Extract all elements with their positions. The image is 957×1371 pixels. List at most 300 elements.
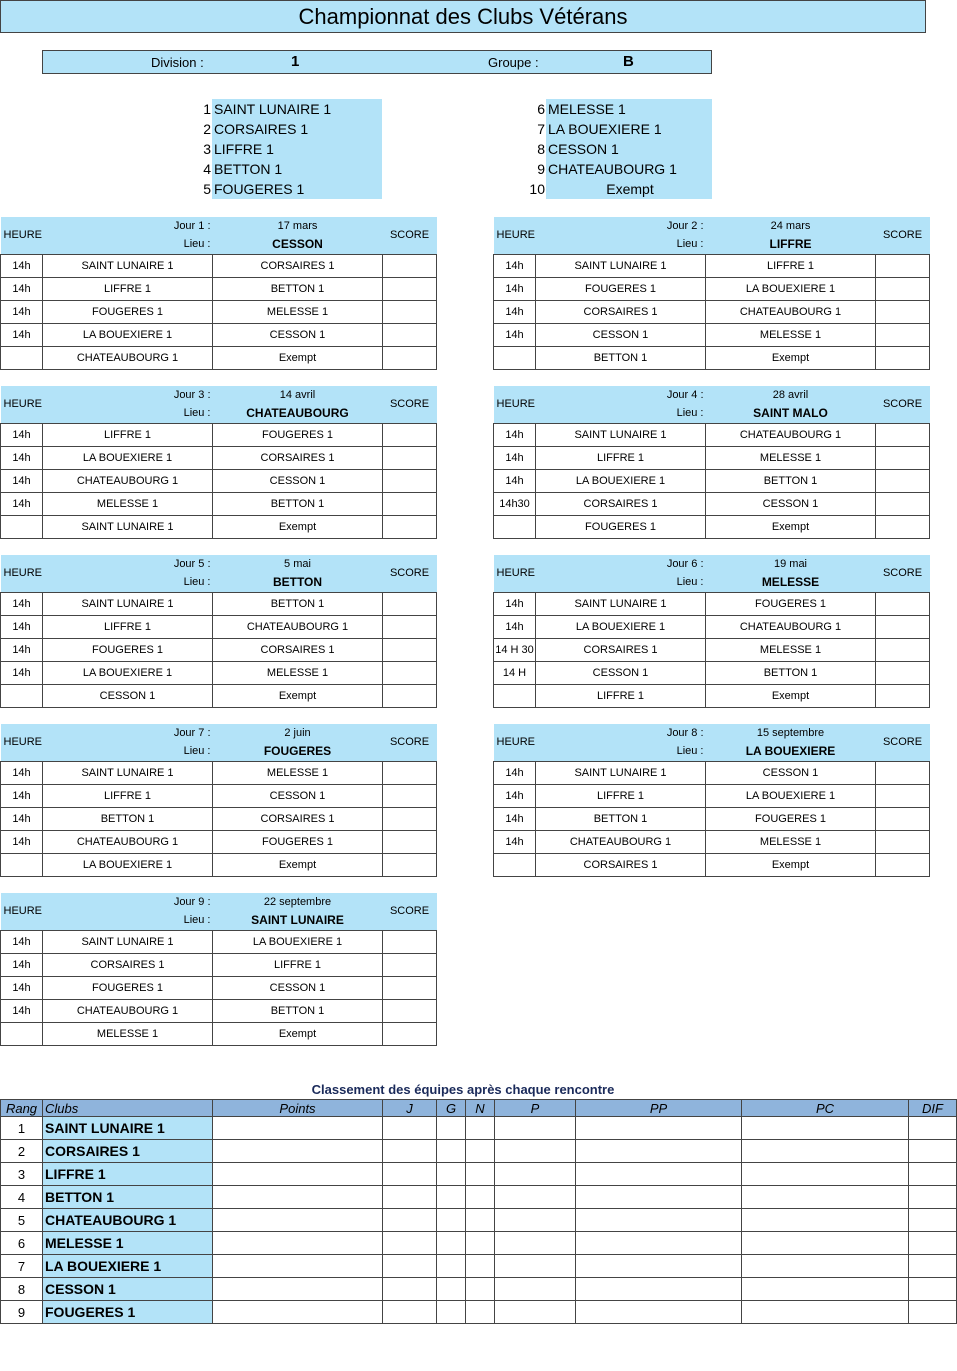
match-home: SAINT LUNAIRE 1 <box>43 592 213 615</box>
match-score[interactable] <box>383 277 437 300</box>
heure-header: HEURE <box>1 893 43 930</box>
match-away: Exempt <box>213 346 383 369</box>
rank-pp-cell[interactable] <box>576 1209 742 1232</box>
day-label: Jour 7 : <box>173 727 211 739</box>
match-home: CHATEAUBOURG 1 <box>43 830 213 853</box>
day-label-cell <box>43 217 213 254</box>
match-score[interactable] <box>383 515 437 538</box>
rank-g-cell[interactable] <box>437 1140 466 1163</box>
match-time: 14h <box>1 254 43 277</box>
match-score[interactable] <box>876 638 930 661</box>
match-time: 14h <box>494 592 536 615</box>
match-away: MELESSE 1 <box>706 638 876 661</box>
rank-g-cell[interactable] <box>437 1209 466 1232</box>
rank-club: CHATEAUBOURG 1 <box>43 1209 213 1232</box>
match-home: CESSON 1 <box>536 323 706 346</box>
day-venue: SAINT LUNAIRE <box>251 913 344 927</box>
match-home: CORSAIRES 1 <box>536 853 706 876</box>
rank-pp-cell[interactable] <box>576 1163 742 1186</box>
team-list-left <box>203 99 382 199</box>
match-row <box>1 807 437 830</box>
lieu-label: Lieu : <box>183 407 211 419</box>
day-date: 17 mars <box>277 220 318 232</box>
rank-pp-cell[interactable] <box>576 1232 742 1255</box>
day-date-cell <box>213 724 383 761</box>
match-home: LA BOUEXIERE 1 <box>536 615 706 638</box>
rank-p-cell[interactable] <box>495 1186 576 1209</box>
match-score[interactable] <box>876 254 930 277</box>
rank-n-cell[interactable] <box>466 1186 495 1209</box>
rank-p-cell[interactable] <box>495 1255 576 1278</box>
rank-pc-cell[interactable] <box>742 1186 909 1209</box>
rank-pc-cell[interactable] <box>742 1140 909 1163</box>
score-header: SCORE <box>876 724 930 761</box>
division-value: 1 <box>291 53 300 70</box>
ranking-row <box>1 1301 957 1324</box>
match-row <box>494 277 930 300</box>
rank-pc-cell[interactable] <box>742 1232 909 1255</box>
rank-j-cell[interactable] <box>383 1255 437 1278</box>
match-row <box>1 761 437 784</box>
match-score[interactable] <box>876 807 930 830</box>
day-date: 15 septembre <box>756 727 825 739</box>
rank-points-cell[interactable] <box>213 1232 383 1255</box>
rank-number: 8 <box>1 1278 43 1301</box>
match-home: CHATEAUBOURG 1 <box>43 469 213 492</box>
match-time: 14h30 <box>494 492 536 515</box>
match-score[interactable] <box>383 346 437 369</box>
day-header <box>494 724 930 761</box>
match-score[interactable] <box>383 300 437 323</box>
match-row <box>1 853 437 876</box>
rank-pc-cell[interactable] <box>742 1278 909 1301</box>
match-score[interactable] <box>383 469 437 492</box>
match-row <box>1 976 437 999</box>
match-time: 14h <box>1 469 43 492</box>
day-date-cell <box>213 555 383 592</box>
match-time <box>1 1022 43 1045</box>
day-date: 2 juin <box>284 727 311 739</box>
lieu-label: Lieu : <box>183 745 211 757</box>
match-row <box>494 807 930 830</box>
header-n: N <box>466 1100 495 1117</box>
day-date-cell <box>706 555 876 592</box>
match-away: MELESSE 1 <box>213 661 383 684</box>
day-venue: LIFFRE <box>769 237 812 251</box>
day-label: Jour 2 : <box>666 220 704 232</box>
rank-pp-cell[interactable] <box>576 1301 742 1324</box>
score-header: SCORE <box>383 555 437 592</box>
match-score[interactable] <box>383 784 437 807</box>
match-home: LIFFRE 1 <box>536 684 706 707</box>
rank-club: CORSAIRES 1 <box>43 1140 213 1163</box>
rank-number: 4 <box>1 1186 43 1209</box>
match-score[interactable] <box>383 446 437 469</box>
rank-dif-cell[interactable] <box>909 1163 957 1186</box>
match-away: LIFFRE 1 <box>706 254 876 277</box>
match-away: CESSON 1 <box>213 784 383 807</box>
match-time: 14 H <box>494 661 536 684</box>
day-label-cell <box>536 386 706 423</box>
score-header: SCORE <box>383 893 437 930</box>
match-away: Exempt <box>213 684 383 707</box>
match-score[interactable] <box>383 830 437 853</box>
day-date: 19 mai <box>773 558 808 570</box>
ranking-table <box>0 1099 957 1324</box>
match-time: 14h <box>494 469 536 492</box>
match-home: FOUGERES 1 <box>536 515 706 538</box>
rank-club: SAINT LUNAIRE 1 <box>43 1117 213 1140</box>
day-header <box>1 555 437 592</box>
match-home: CHATEAUBOURG 1 <box>43 346 213 369</box>
day-schedule-table <box>0 217 436 370</box>
day-date-cell <box>706 386 876 423</box>
match-home: FOUGERES 1 <box>536 277 706 300</box>
rank-dif-cell[interactable] <box>909 1186 957 1209</box>
match-score[interactable] <box>383 615 437 638</box>
rank-n-cell[interactable] <box>466 1301 495 1324</box>
match-score[interactable] <box>383 953 437 976</box>
match-home: CHATEAUBOURG 1 <box>43 999 213 1022</box>
rank-j-cell[interactable] <box>383 1232 437 1255</box>
match-score[interactable] <box>383 761 437 784</box>
match-score[interactable] <box>876 661 930 684</box>
group-label: Groupe : <box>488 55 539 70</box>
match-score[interactable] <box>876 853 930 876</box>
match-score[interactable] <box>876 761 930 784</box>
match-score[interactable] <box>383 976 437 999</box>
match-away: CESSON 1 <box>706 761 876 784</box>
match-away: FOUGERES 1 <box>213 830 383 853</box>
rank-g-cell[interactable] <box>437 1278 466 1301</box>
rank-dif-cell[interactable] <box>909 1278 957 1301</box>
match-row <box>494 300 930 323</box>
match-away: CHATEAUBOURG 1 <box>213 615 383 638</box>
rank-n-cell[interactable] <box>466 1117 495 1140</box>
match-score[interactable] <box>876 515 930 538</box>
match-row <box>1 469 437 492</box>
day-schedule-table <box>493 386 929 539</box>
rank-g-cell[interactable] <box>437 1232 466 1255</box>
day-label: Jour 4 : <box>666 389 704 401</box>
match-score[interactable] <box>876 830 930 853</box>
match-home: SAINT LUNAIRE 1 <box>536 254 706 277</box>
match-score[interactable] <box>383 999 437 1022</box>
match-row <box>494 323 930 346</box>
score-header: SCORE <box>876 386 930 423</box>
match-away: CORSAIRES 1 <box>213 807 383 830</box>
day-label: Jour 3 : <box>173 389 211 401</box>
match-away: LIFFRE 1 <box>213 953 383 976</box>
rank-p-cell[interactable] <box>495 1209 576 1232</box>
rank-dif-cell[interactable] <box>909 1209 957 1232</box>
match-home: CHATEAUBOURG 1 <box>536 830 706 853</box>
rank-j-cell[interactable] <box>383 1163 437 1186</box>
rank-p-cell[interactable] <box>495 1117 576 1140</box>
match-score[interactable] <box>876 346 930 369</box>
rank-g-cell[interactable] <box>437 1301 466 1324</box>
match-away: CESSON 1 <box>213 469 383 492</box>
match-score[interactable] <box>383 807 437 830</box>
match-time <box>494 515 536 538</box>
match-row <box>1 515 437 538</box>
match-score[interactable] <box>383 323 437 346</box>
day-header <box>1 893 437 930</box>
match-score[interactable] <box>383 638 437 661</box>
match-away: MELESSE 1 <box>213 761 383 784</box>
match-away: LA BOUEXIERE 1 <box>706 277 876 300</box>
rank-pc-cell[interactable] <box>742 1255 909 1278</box>
match-home: MELESSE 1 <box>43 1022 213 1045</box>
match-home: SAINT LUNAIRE 1 <box>43 515 213 538</box>
match-time: 14h <box>1 953 43 976</box>
match-home: CORSAIRES 1 <box>536 638 706 661</box>
rank-g-cell[interactable] <box>437 1163 466 1186</box>
match-row <box>1 661 437 684</box>
match-time: 14h <box>494 761 536 784</box>
rank-n-cell[interactable] <box>466 1140 495 1163</box>
day-header <box>1 386 437 423</box>
match-time: 14h <box>1 423 43 446</box>
page-title: Championnat des Clubs Vétérans <box>0 0 926 33</box>
match-time: 14h <box>1 661 43 684</box>
match-row <box>1 615 437 638</box>
day-header <box>494 217 930 254</box>
match-home: LIFFRE 1 <box>536 446 706 469</box>
match-home: BETTON 1 <box>536 807 706 830</box>
day-date-cell <box>213 217 383 254</box>
day-label: Jour 8 : <box>666 727 704 739</box>
rank-pc-cell[interactable] <box>742 1209 909 1232</box>
match-score[interactable] <box>876 684 930 707</box>
rank-pc-cell[interactable] <box>742 1117 909 1140</box>
rank-j-cell[interactable] <box>383 1140 437 1163</box>
rank-dif-cell[interactable] <box>909 1140 957 1163</box>
match-away: FOUGERES 1 <box>213 423 383 446</box>
match-home: SAINT LUNAIRE 1 <box>43 254 213 277</box>
rank-pp-cell[interactable] <box>576 1278 742 1301</box>
match-score[interactable] <box>876 423 930 446</box>
rank-pp-cell[interactable] <box>576 1140 742 1163</box>
match-home: BETTON 1 <box>43 807 213 830</box>
match-row <box>494 638 930 661</box>
match-score[interactable] <box>383 423 437 446</box>
match-home: CESSON 1 <box>43 684 213 707</box>
day-date: 28 avril <box>772 389 809 401</box>
match-score[interactable] <box>876 323 930 346</box>
match-row <box>494 423 930 446</box>
team-list-item: 7 LA BOUEXIERE 1 <box>546 119 712 139</box>
rank-dif-cell[interactable] <box>909 1232 957 1255</box>
rank-number: 2 <box>1 1140 43 1163</box>
rank-pp-cell[interactable] <box>576 1186 742 1209</box>
match-score[interactable] <box>383 1022 437 1045</box>
match-away: CORSAIRES 1 <box>213 638 383 661</box>
day-venue: LA BOUEXIERE <box>745 744 836 758</box>
rank-p-cell[interactable] <box>495 1232 576 1255</box>
rank-j-cell[interactable] <box>383 1117 437 1140</box>
day-date: 24 mars <box>770 220 811 232</box>
match-time: 14h <box>494 423 536 446</box>
rank-n-cell[interactable] <box>466 1163 495 1186</box>
match-row <box>494 446 930 469</box>
heure-header: HEURE <box>494 555 536 592</box>
rank-number: 6 <box>1 1232 43 1255</box>
heure-header: HEURE <box>1 724 43 761</box>
group-value: B <box>623 53 634 70</box>
match-time <box>1 853 43 876</box>
score-header: SCORE <box>383 386 437 423</box>
match-away: BETTON 1 <box>213 492 383 515</box>
match-time: 14h <box>1 807 43 830</box>
day-date-cell <box>213 386 383 423</box>
rank-points-cell[interactable] <box>213 1163 383 1186</box>
match-row <box>1 300 437 323</box>
day-label-cell <box>43 555 213 592</box>
match-row <box>1 784 437 807</box>
match-row <box>494 469 930 492</box>
match-away: Exempt <box>706 684 876 707</box>
rank-points-cell[interactable] <box>213 1140 383 1163</box>
rank-club: LA BOUEXIERE 1 <box>43 1255 213 1278</box>
day-venue: FOUGERES <box>263 744 332 758</box>
rank-points-cell[interactable] <box>213 1117 383 1140</box>
rank-p-cell[interactable] <box>495 1140 576 1163</box>
day-date: 14 avril <box>279 389 316 401</box>
day-schedule-table <box>0 724 436 877</box>
rank-points-cell[interactable] <box>213 1255 383 1278</box>
day-label-cell <box>536 555 706 592</box>
match-away: CHATEAUBOURG 1 <box>706 300 876 323</box>
ranking-row <box>1 1255 957 1278</box>
rank-g-cell[interactable] <box>437 1255 466 1278</box>
match-time: 14h <box>494 807 536 830</box>
match-away: CHATEAUBOURG 1 <box>706 615 876 638</box>
match-score[interactable] <box>383 492 437 515</box>
match-row <box>494 684 930 707</box>
rank-p-cell[interactable] <box>495 1278 576 1301</box>
match-row <box>1 446 437 469</box>
day-header <box>494 555 930 592</box>
match-home: MELESSE 1 <box>43 492 213 515</box>
rank-dif-cell[interactable] <box>909 1255 957 1278</box>
rank-points-cell[interactable] <box>213 1209 383 1232</box>
match-score[interactable] <box>876 277 930 300</box>
rank-n-cell[interactable] <box>466 1232 495 1255</box>
match-time: 14h <box>1 930 43 953</box>
match-time: 14h <box>494 300 536 323</box>
rank-pp-cell[interactable] <box>576 1117 742 1140</box>
rank-number: 7 <box>1 1255 43 1278</box>
rank-dif-cell[interactable] <box>909 1117 957 1140</box>
heure-header: HEURE <box>1 217 43 254</box>
team-list-item: 5 FOUGERES 1 <box>212 179 382 199</box>
match-score[interactable] <box>383 853 437 876</box>
ranking-row <box>1 1186 957 1209</box>
match-score[interactable] <box>876 492 930 515</box>
rank-p-cell[interactable] <box>495 1301 576 1324</box>
match-row <box>494 515 930 538</box>
lieu-label: Lieu : <box>183 914 211 926</box>
rank-j-cell[interactable] <box>383 1209 437 1232</box>
match-home: BETTON 1 <box>536 346 706 369</box>
header-points: Points <box>213 1100 383 1117</box>
score-header: SCORE <box>876 217 930 254</box>
rank-n-cell[interactable] <box>466 1255 495 1278</box>
match-score[interactable] <box>876 300 930 323</box>
match-score[interactable] <box>876 469 930 492</box>
match-away: FOUGERES 1 <box>706 807 876 830</box>
match-time: 14h <box>1 761 43 784</box>
score-header: SCORE <box>383 217 437 254</box>
match-score[interactable] <box>383 592 437 615</box>
match-time: 14h <box>494 784 536 807</box>
match-time: 14h <box>1 300 43 323</box>
match-row <box>1 254 437 277</box>
rank-points-cell[interactable] <box>213 1301 383 1324</box>
day-venue: MELESSE <box>761 575 820 589</box>
rank-pc-cell[interactable] <box>742 1301 909 1324</box>
match-away: BETTON 1 <box>706 469 876 492</box>
day-label-cell <box>536 724 706 761</box>
match-score[interactable] <box>876 615 930 638</box>
day-venue: CESSON <box>272 237 323 251</box>
rank-n-cell[interactable] <box>466 1209 495 1232</box>
rank-pc-cell[interactable] <box>742 1163 909 1186</box>
rank-p-cell[interactable] <box>495 1163 576 1186</box>
rank-points-cell[interactable] <box>213 1186 383 1209</box>
match-away: LA BOUEXIERE 1 <box>706 784 876 807</box>
ranking-row <box>1 1209 957 1232</box>
day-label-cell <box>43 386 213 423</box>
match-score[interactable] <box>876 446 930 469</box>
day-schedule-table <box>0 893 436 1046</box>
rank-pp-cell[interactable] <box>576 1255 742 1278</box>
match-row <box>1 999 437 1022</box>
rank-j-cell[interactable] <box>383 1301 437 1324</box>
rank-dif-cell[interactable] <box>909 1301 957 1324</box>
match-time: 14h <box>1 638 43 661</box>
match-score[interactable] <box>383 661 437 684</box>
match-home: LA BOUEXIERE 1 <box>43 661 213 684</box>
match-score[interactable] <box>383 930 437 953</box>
heure-header: HEURE <box>1 555 43 592</box>
match-row <box>1 684 437 707</box>
match-score[interactable] <box>876 784 930 807</box>
team-list-item: 2 CORSAIRES 1 <box>212 119 382 139</box>
match-score[interactable] <box>876 592 930 615</box>
header-clubs: Clubs <box>43 1100 213 1117</box>
header-pp: PP <box>576 1100 742 1117</box>
rank-j-cell[interactable] <box>383 1186 437 1209</box>
rank-g-cell[interactable] <box>437 1186 466 1209</box>
match-home: SAINT LUNAIRE 1 <box>43 930 213 953</box>
match-home: LA BOUEXIERE 1 <box>43 853 213 876</box>
match-row <box>1 930 437 953</box>
match-score[interactable] <box>383 254 437 277</box>
rank-g-cell[interactable] <box>437 1117 466 1140</box>
match-home: FOUGERES 1 <box>43 976 213 999</box>
match-row <box>494 346 930 369</box>
rank-j-cell[interactable] <box>383 1278 437 1301</box>
match-home: LIFFRE 1 <box>43 277 213 300</box>
rank-n-cell[interactable] <box>466 1278 495 1301</box>
match-score[interactable] <box>383 684 437 707</box>
match-home: LIFFRE 1 <box>43 615 213 638</box>
match-time <box>494 346 536 369</box>
rank-points-cell[interactable] <box>213 1278 383 1301</box>
match-away: MELESSE 1 <box>706 446 876 469</box>
